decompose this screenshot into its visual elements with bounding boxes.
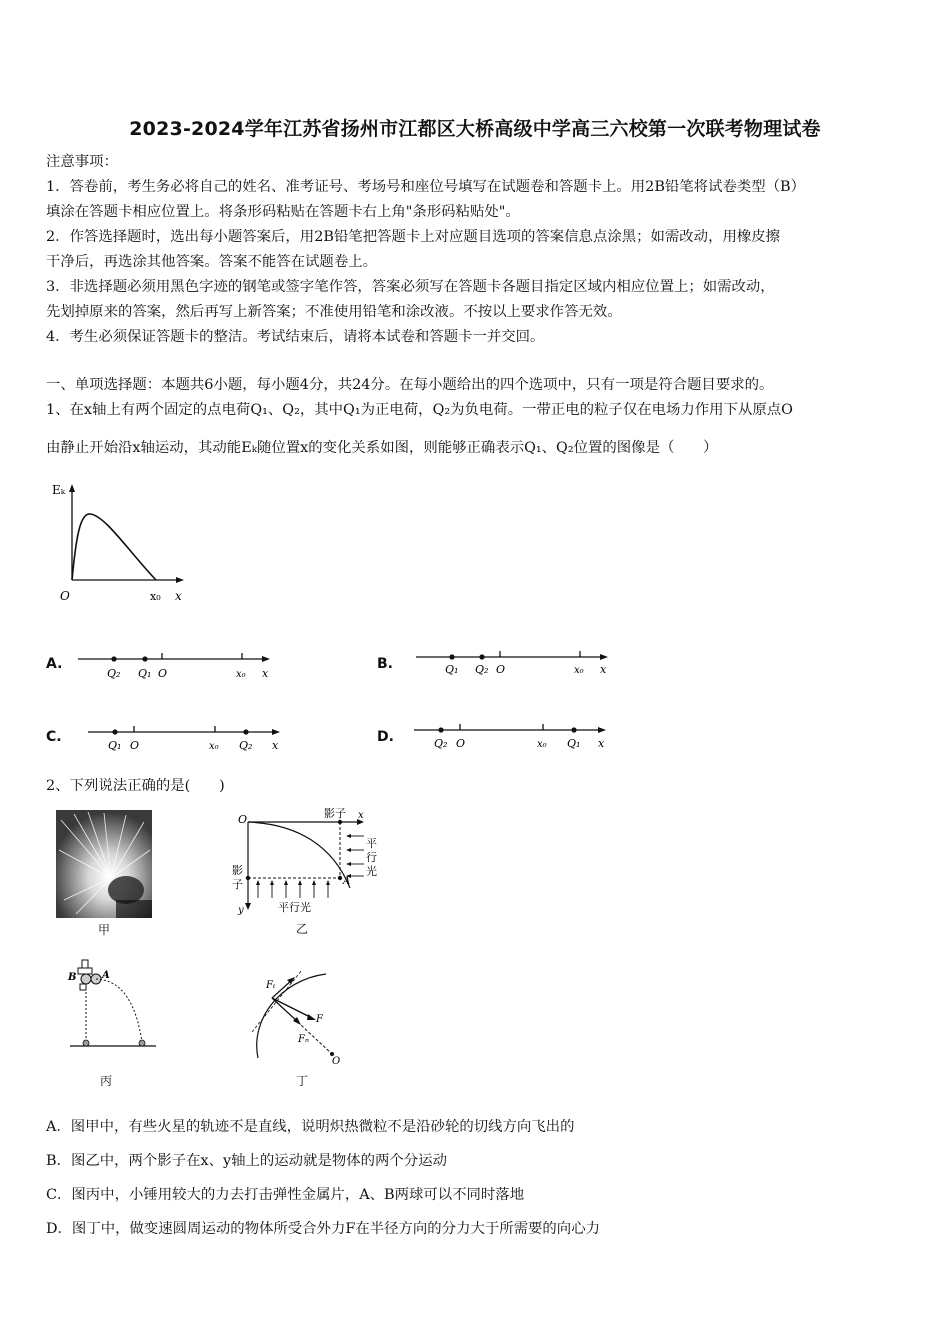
page-title: 2023-2024学年江苏省扬州市江都区大桥高级中学高三六校第一次联考物理试卷 xyxy=(129,118,821,140)
notice-line: 1．答卷前，考生务必将自己的姓名、准考证号、考场号和座位号填写在试题卷和答题卡上。用2B铅笔将试卷类型（B） xyxy=(46,179,805,195)
label: O xyxy=(238,813,248,826)
label: O xyxy=(158,667,168,680)
label: x xyxy=(272,739,279,752)
notice-line: 2．作答选择题时，选出每小题答案后，用2B铅笔把答题卡上对应题目选项的答案信息点涂黑；如需改动，用橡皮擦 xyxy=(46,229,781,245)
label: Q₁ xyxy=(445,663,459,676)
label: x xyxy=(358,810,364,821)
q2-point xyxy=(438,727,443,732)
label: Q₂ xyxy=(475,663,489,676)
option-c-axis[interactable] xyxy=(82,720,292,756)
axis-arrow-icon xyxy=(600,654,608,660)
question-1-line-2: 由静止开始沿x轴运动，其动能Eₖ随位置x的变化关系如图，则能够正确表示Q₁、Q₂位置的图像是（ ） xyxy=(46,440,718,456)
section-heading: 一、单项选择题：本题共6小题，每小题4分，共24分。在每小题给出的四个选项中，只有一项是符合题目要求的。 xyxy=(46,377,774,393)
option-d-letter[interactable]: D. xyxy=(377,729,394,745)
axis-arrow-icon xyxy=(262,656,270,662)
label: O xyxy=(332,1056,341,1065)
axis-arrow-icon xyxy=(272,729,280,735)
circular-motion-force-diagram xyxy=(240,970,350,1065)
label: A xyxy=(343,876,351,887)
label: Fₙ xyxy=(298,1034,309,1045)
option-b-axis[interactable] xyxy=(410,646,620,682)
label: 影 xyxy=(232,864,243,877)
label: 光 xyxy=(366,865,377,878)
caption-ding: 丁 xyxy=(295,1074,308,1088)
label: F xyxy=(316,1014,323,1025)
caption-bing: 丙 xyxy=(99,1074,112,1088)
q2-option-d[interactable]: D．图丁中，做变速圆周运动的物体所受合外力F在半径方向的分力大于所需要的向心力 xyxy=(46,1221,600,1237)
caption-jia: 甲 xyxy=(97,923,110,937)
label: Q₁ xyxy=(108,739,122,752)
y-axis-arrow-icon xyxy=(69,484,75,492)
label: Fₜ xyxy=(266,980,276,991)
label: 影子 xyxy=(324,807,346,820)
label: x₀ xyxy=(209,741,219,752)
x0-label: x₀ xyxy=(150,590,161,603)
notice-line: 先划掉原来的答案，然后再写上新答案；不准使用铅笔和涂改液。不按以上要求作答无效。 xyxy=(46,304,622,320)
q2-option-b[interactable]: B．图乙中，两个影子在x、y轴上的运动就是物体的两个分运动 xyxy=(46,1153,447,1169)
label: x₀ xyxy=(574,665,584,676)
option-a-axis[interactable] xyxy=(72,648,282,684)
notice-line: 填涂在答题卡相应位置上。将条形码粘贴在答题卡右上角"条形码粘贴处"。 xyxy=(46,204,520,220)
q2-option-c[interactable]: C．图丙中，小锤用较大的力去打击弹性金属片，A、B两球可以不同时落地 xyxy=(46,1187,525,1203)
notice-line: 3．非选择题必须用黑色字迹的钢笔或签字笔作答，答案必须写在答题卡各题目指定区域内相应位置上；如需改动， xyxy=(46,279,775,295)
label: O xyxy=(496,663,506,676)
grinding-sparks-photo xyxy=(56,810,152,918)
q1-point xyxy=(571,727,576,732)
label: Q₂ xyxy=(434,737,448,750)
label: x xyxy=(600,663,607,676)
ek-x-graph xyxy=(50,478,200,608)
option-c-letter[interactable]: C. xyxy=(46,729,62,745)
x-label: x xyxy=(175,589,182,603)
label: 行 xyxy=(366,851,377,864)
y-arrow-icon xyxy=(245,903,251,910)
q2-point xyxy=(243,729,248,734)
force-f xyxy=(272,998,312,1018)
q2-point xyxy=(479,654,484,659)
question-1-line-1: 1、在x轴上有两个固定的点电荷Q₁、Q₂，其中Q₁为正电荷，Q₂为负电荷。一带正电的粒子仅在电场力作用下从原点O xyxy=(46,402,793,418)
ball-b xyxy=(81,974,91,984)
notice-line: 干净后，再选涂其他答案。答案不能答在试题卷上。 xyxy=(46,254,377,270)
q1-point xyxy=(449,654,454,659)
label: B xyxy=(68,972,77,983)
label: O xyxy=(456,737,466,750)
label: x xyxy=(598,737,605,750)
ek-curve xyxy=(72,514,156,580)
label: Q₂ xyxy=(239,739,253,752)
label: Q₁ xyxy=(567,737,581,750)
q2-point xyxy=(111,656,116,661)
notice-line: 4．考生必须保证答题卡的整洁。考试结束后，请将本试卷和答题卡一并交回。 xyxy=(46,329,545,345)
shadow-projectile-diagram xyxy=(228,806,378,916)
label: x xyxy=(262,667,269,680)
label: 平行光 xyxy=(278,901,311,914)
option-b-letter[interactable]: B. xyxy=(377,656,393,672)
origin-label: O xyxy=(60,589,70,603)
ek-label: Eₖ xyxy=(52,483,66,497)
grinding-wheel xyxy=(108,876,144,904)
label: y xyxy=(238,905,244,916)
caption-yi: 乙 xyxy=(295,922,308,936)
notice-heading: 注意事项： xyxy=(46,154,118,170)
label: x₀ xyxy=(236,669,246,680)
q1-point xyxy=(112,729,117,734)
x-axis-arrow-icon xyxy=(176,577,184,583)
label: Q₂ xyxy=(107,667,121,680)
option-a-letter[interactable]: A. xyxy=(46,656,63,672)
label: A xyxy=(102,970,110,981)
q1-point xyxy=(142,656,147,661)
label: Q₁ xyxy=(138,667,152,680)
q2-option-a[interactable]: A．图甲中，有些火星的轨迹不是直线，说明炽热微粒不是沿砂轮的切线方向飞出的 xyxy=(46,1119,575,1135)
label: x₀ xyxy=(537,739,547,750)
question-2-stem: 2、下列说法正确的是( ) xyxy=(46,778,225,794)
option-d-axis[interactable] xyxy=(408,717,618,753)
axis-arrow-icon xyxy=(598,727,606,733)
label: 平 xyxy=(366,837,377,850)
label: 子 xyxy=(232,878,243,891)
label: O xyxy=(130,739,140,752)
two-ball-drop-diagram xyxy=(62,958,162,1054)
